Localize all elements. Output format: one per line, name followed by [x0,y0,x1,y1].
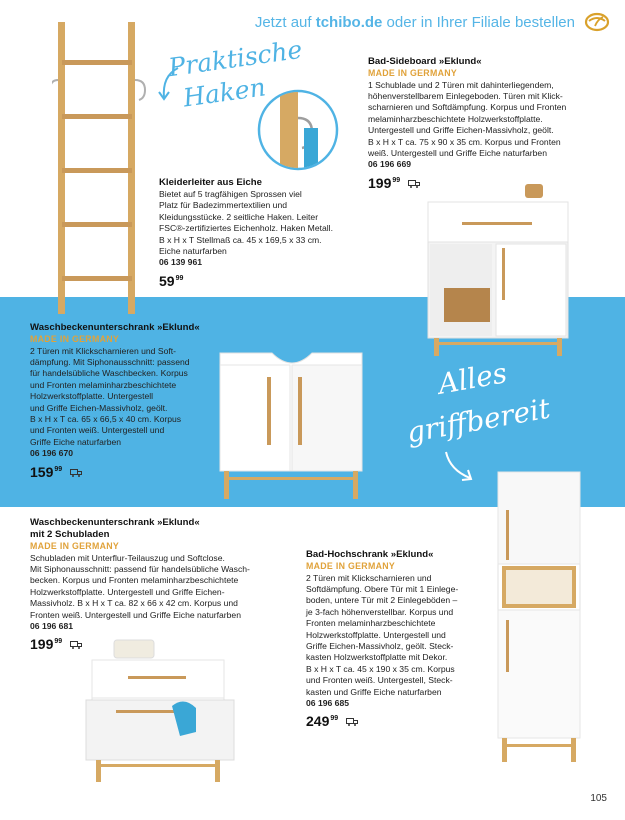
product-title: Kleiderleiter aus Eiche [159,177,262,188]
washbasin-cabinet-image [212,345,372,505]
product-description: Schubladen mit Unterflur-Teilauszug und Softclose. Mit Siphonausschnitt: passend für handelsübliche Wasch- becken. Korpus und Fronten melaminharzbeschichtete Holzwerkstoffplatte. Untergestell und Griffe Eichen- Massivholz. B x H x T ca. 82 x 66 x 42 cm. Korpus und Fronten weiß. Untergestell und Griffe Eiche naturfarben [30,552,250,620]
arrow-icon [440,446,480,486]
headline-griffbereit: griffbereit [404,391,553,450]
article-number: 06 196 669 [368,159,412,170]
product-ladder [159,177,369,287]
tall-cabinet-image [490,470,590,770]
headline-haken: Haken [181,72,268,113]
delivery-truck-icon [70,469,82,477]
price: $199^{99}$ [30,636,280,650]
product-tall-cabinet [306,549,491,728]
article-number: 06 196 681 [30,620,74,631]
tchibo-logo-icon [583,8,611,36]
product-sideboard [368,56,608,189]
article-number: 06 196 685 [306,697,350,708]
product-description: 1 Schublade und 2 Türen mit dahinterliegendem, höhenverstellbarem Einlegeboden. Türen mit Klick- scharnieren und Softdämpfung. Korpus und Fronten melaminharzbeschichtete Holzwerkstoffplatte. Untergestell und Griffe Eichen-Massivholz, geölt. B x H x T ca. 75 x 90 x 35 cm. Korpus und Fronten weiß. Untergestell und Griffe Eiche naturfarben [368,79,567,158]
product-title: Bad-Hochschrank »Eklund« [306,549,434,560]
price: $59^{99}$ [159,272,184,289]
product-description: 2 Türen mit Klickscharnieren und Softdämpfung. Obere Tür mit 1 Einlege- boden, untere Tür mit 2 Einlegeböden – je 3-fach höhenverstellbar. Korpus und Fronten melaminharzbeschichtete Holzwerkstoffplatte. Untergestell und Griffe Eichen-Massivholz, geölt. Steck- kasten Holzwerkstoffplatte mit Dekor. B x H x T ca. 45 x 190 x 35 cm. Korpus und Fronten weiß. Untergestell, Steck- kasten und Griffe Eiche naturfarben [306,572,459,697]
product-description: 2 Türen mit Klickscharnieren und Soft- dämpfung. Mit Siphonausschnitt: passend für handelsübliche Waschbecken. Korpus und Fronten melaminharzbeschichtete Holzwerkstoffplatte. Untergestell und Griffe Eichen-Massivholz, geölt. B x H x T ca. 65 x 66,5 x 40 cm. Korpus und Fronten weiß. Untergestell und Griffe Eiche naturfarben [30,345,190,447]
price: $249^{99}$ [306,713,491,727]
drawer-cabinet-image [84,636,254,786]
ladder-image [52,20,152,320]
headline-alles: Alles [435,356,510,401]
page-number: 105 [590,793,607,804]
product-title: Bad-Sideboard »Eklund« [368,56,482,67]
origin-label: MADE IN GERMANY [30,541,120,551]
price: $199^{99}$ [368,175,608,189]
price: $159^{99}$ [30,464,230,478]
product-title: Waschbeckenunterschrank »Eklund« [30,322,200,333]
delivery-truck-icon [346,718,358,726]
sideboard-image [420,180,580,360]
headline-praktische: Praktische [166,34,304,83]
product-washbasin [30,322,230,478]
product-title: Waschbeckenunterschrank »Eklund« [30,517,200,528]
product-description: Bietet auf 5 tragfähigen Sprossen viel Platz für Badezimmertextilien und Kleidungsstücke. 2 seitliche Haken. Leiter FSC®-zertifiziertes Eichenholz. Haken Metall. B x H x T Stellmaß ca. 45 x 169,5 x 33 cm. Eiche naturfarben [159,189,333,257]
header-order-line: Jetzt auf tchibo.de oder in Ihrer Filiale bestellen [254,14,575,31]
delivery-truck-icon [70,641,82,649]
product-subtitle: mit 2 Schubladen [30,529,110,540]
product-drawers [30,517,280,651]
arrow-icon [154,64,184,104]
delivery-truck-icon [408,180,420,188]
origin-label: MADE IN GERMANY [306,561,396,571]
origin-label: MADE IN GERMANY [368,68,458,78]
site-link[interactable]: tchibo.de [315,14,383,31]
hook-detail-image [256,88,340,172]
article-number: 06 139 961 [159,257,203,268]
article-number: 06 196 670 [30,448,74,459]
origin-label: MADE IN GERMANY [30,334,120,344]
